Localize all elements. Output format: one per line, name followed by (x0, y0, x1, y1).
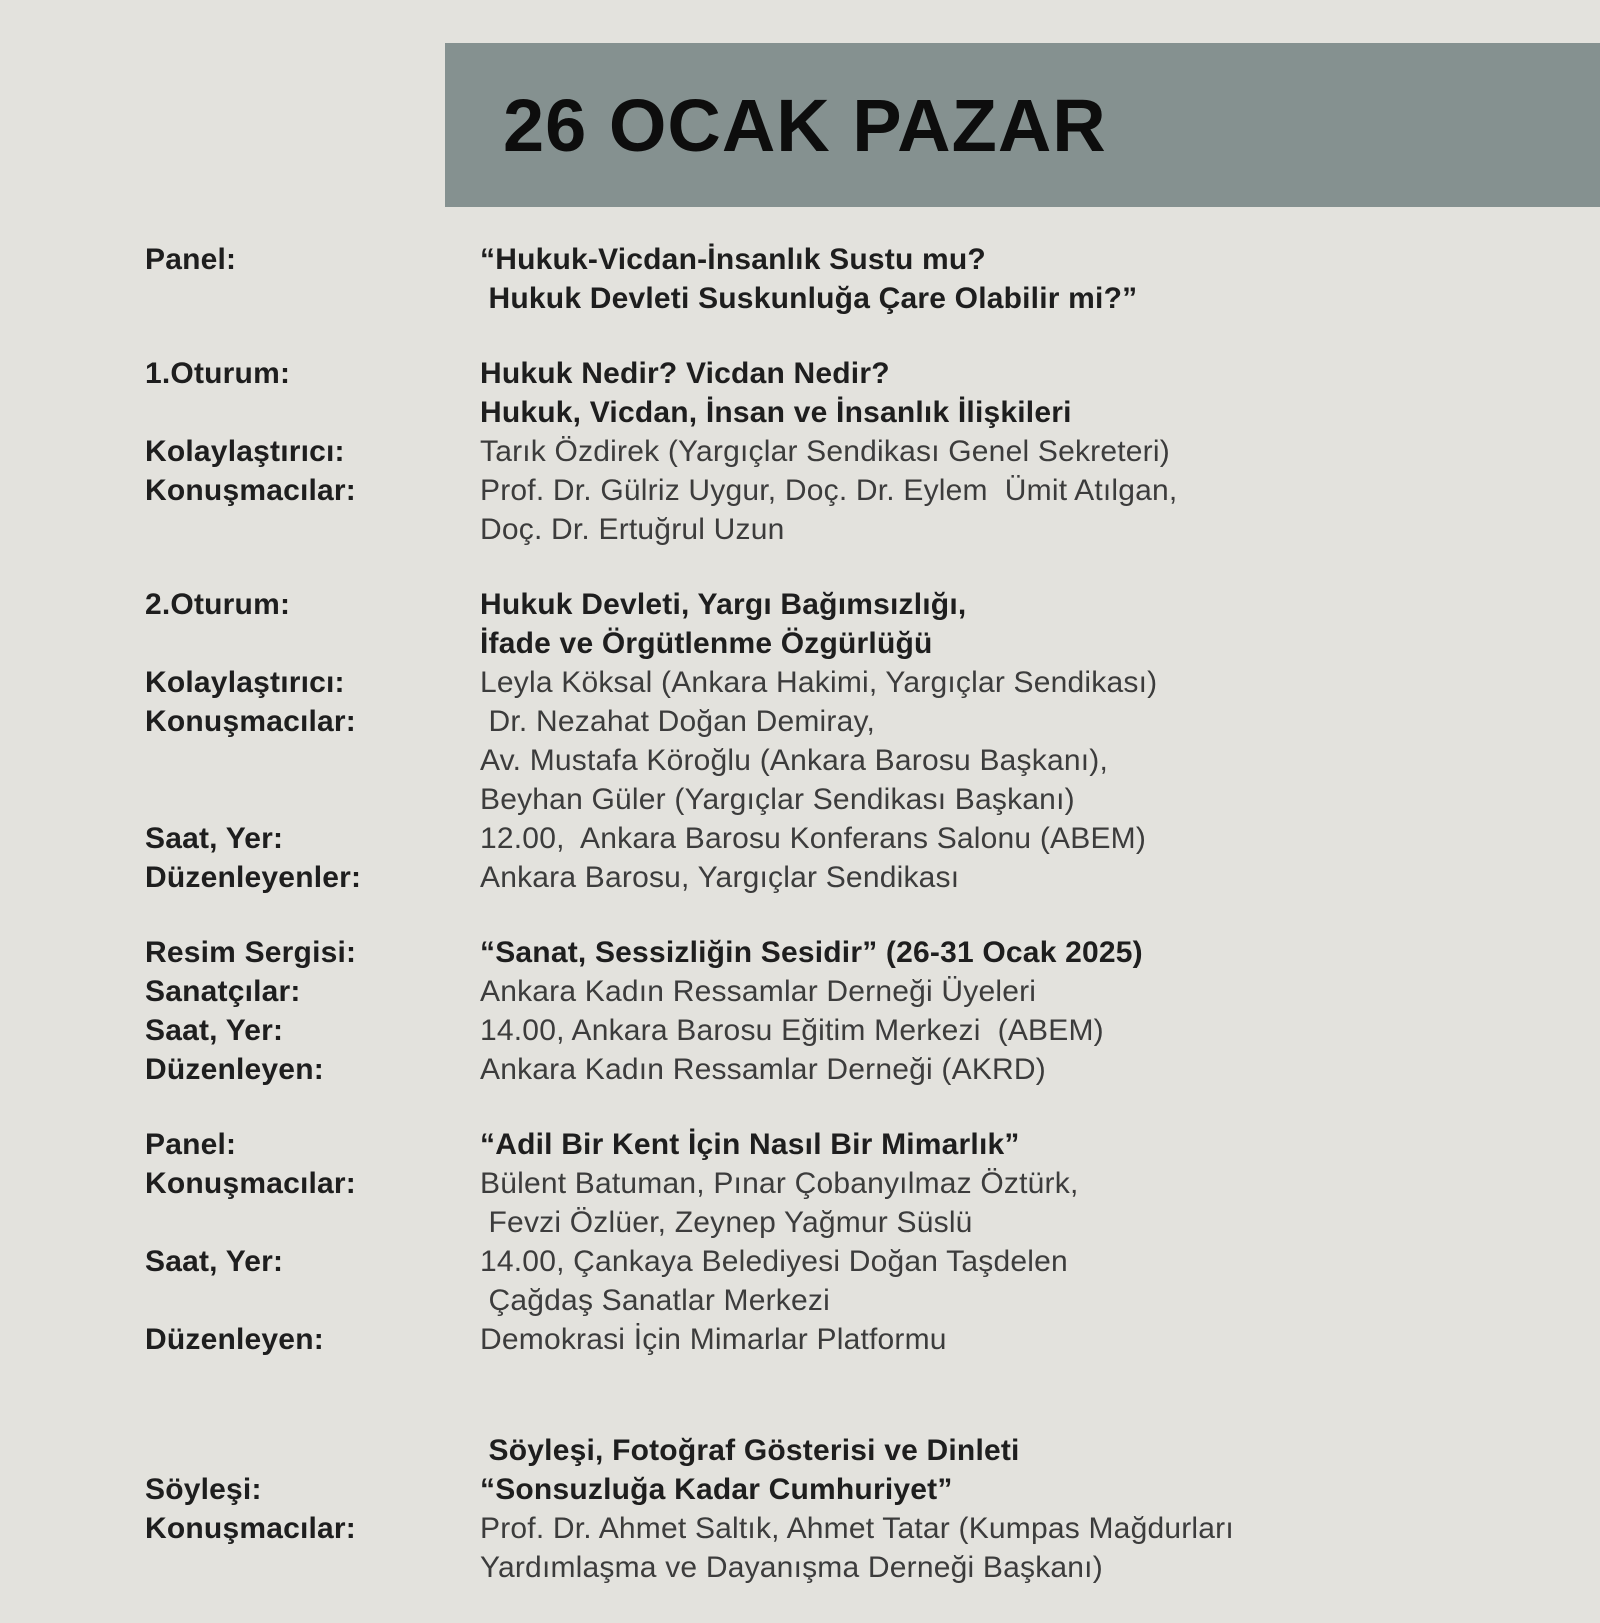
program-row (145, 858, 1565, 897)
row-value (480, 1320, 1565, 1359)
program-row (145, 354, 1565, 432)
row-label: 1.Oturum: (145, 357, 291, 390)
value-line: 12.00, Ankara Barosu Konferans Salonu (ABEM) (480, 822, 1147, 855)
value-line: Ankara Kadın Ressamlar Derneği (AKRD) (480, 1053, 1046, 1086)
value-line: Bülent Batuman, Pınar Çobanyılmaz Öztürk, (480, 1167, 1079, 1200)
row-value (480, 702, 1565, 819)
program-row (145, 1164, 1565, 1242)
row-label: Panel: (145, 243, 237, 276)
row-label: Konuşmacılar: (145, 1167, 356, 1200)
value-line: Av. Mustafa Köroğlu (Ankara Barosu Başkanı), (480, 744, 1108, 777)
program-row (145, 1320, 1565, 1359)
row-label: Söyleşi: (145, 1473, 262, 1506)
value-line: Çağdaş Sanatlar Merkezi (480, 1284, 830, 1317)
row-label: Saat, Yer: (145, 1014, 284, 1047)
row-value (480, 432, 1565, 471)
value-line: Tarık Özdirek (Yargıçlar Sendikası Genel Sekreteri) (480, 435, 1170, 468)
value-line: Ankara Kadın Ressamlar Derneği Üyeleri (480, 975, 1037, 1008)
program-row (145, 1242, 1565, 1320)
row-label: Sanatçılar: (145, 975, 301, 1008)
row-value (480, 819, 1565, 858)
row-label: Düzenleyenler: (145, 861, 362, 894)
program-section (145, 240, 1565, 318)
value-line: “Sanat, Sessizliğin Sesidir” (26-31 Ocak 2025) (480, 936, 1143, 969)
value-line: Prof. Dr. Gülriz Uygur, Doç. Dr. Eylem Ümit Atılgan, (480, 474, 1178, 507)
row-value (480, 972, 1565, 1011)
program-section (145, 1431, 1565, 1587)
program-row (145, 432, 1565, 471)
value-line: Demokrasi İçin Mimarlar Platformu (480, 1323, 947, 1356)
row-value (480, 354, 1565, 432)
program-row (145, 1050, 1565, 1089)
value-line: “Sonsuzluğa Kadar Cumhuriyet” (480, 1473, 953, 1506)
program-row (145, 585, 1565, 663)
program-row (145, 1509, 1565, 1587)
row-label: Kolaylaştırıcı: (145, 435, 345, 468)
row-label: Konuşmacılar: (145, 705, 356, 738)
value-line: 14.00, Çankaya Belediyesi Doğan Taşdelen (480, 1245, 1068, 1278)
row-value (480, 1011, 1565, 1050)
program-row (145, 1011, 1565, 1050)
program-section (145, 585, 1565, 897)
value-line: Leyla Köksal (Ankara Hakimi, Yargıçlar Sendikası) (480, 666, 1158, 699)
value-line: Hukuk Nedir? Vicdan Nedir? (480, 357, 890, 390)
row-label: Saat, Yer: (145, 822, 284, 855)
row-value (480, 240, 1565, 318)
row-label: 2.Oturum: (145, 588, 291, 621)
row-label: Kolaylaştırıcı: (145, 666, 345, 699)
value-line: Hukuk, Vicdan, İnsan ve İnsanlık İlişkileri (480, 396, 1072, 429)
value-line: “Hukuk-Vicdan-İnsanlık Sustu mu? (480, 243, 986, 276)
row-value (480, 1431, 1565, 1470)
value-line: 14.00, Ankara Barosu Eğitim Merkezi (ABEM) (480, 1014, 1104, 1047)
program-section (145, 354, 1565, 549)
program-row (145, 972, 1565, 1011)
value-line: Söyleşi, Fotoğraf Gösterisi ve Dinleti (480, 1434, 1020, 1467)
row-label: Düzenleyen: (145, 1053, 324, 1086)
value-line: Ankara Barosu, Yargıçlar Sendikası (480, 861, 960, 894)
row-label: Resim Sergisi: (145, 936, 357, 969)
row-value (480, 933, 1565, 972)
date-banner (445, 43, 1600, 207)
program-row (145, 240, 1565, 318)
value-line: Prof. Dr. Ahmet Saltık, Ahmet Tatar (Kumpas Mağdurları (480, 1512, 1234, 1545)
row-value (480, 1125, 1565, 1164)
row-value (480, 663, 1565, 702)
row-label: Saat, Yer: (145, 1245, 284, 1278)
value-line: Hukuk Devleti Suskunluğa Çare Olabilir mi?” (480, 282, 1138, 315)
row-label: Panel: (145, 1128, 237, 1161)
row-value (480, 585, 1565, 663)
date-title: 26 OCAK PAZAR (503, 83, 1107, 167)
row-value (480, 1470, 1565, 1509)
program-row (145, 471, 1565, 549)
row-value (480, 1509, 1565, 1587)
row-value (480, 1164, 1565, 1242)
value-line: İfade ve Örgütlenme Özgürlüğü (480, 627, 933, 660)
row-value (480, 858, 1565, 897)
program-row (145, 933, 1565, 972)
program-section (145, 933, 1565, 1089)
program-row (145, 1470, 1565, 1509)
value-line: Fevzi Özlüer, Zeynep Yağmur Süslü (480, 1206, 973, 1239)
row-value (480, 1242, 1565, 1320)
program-list (145, 240, 1565, 1623)
program-row (145, 1431, 1565, 1470)
row-value (480, 1050, 1565, 1089)
value-line: Hukuk Devleti, Yargı Bağımsızlığı, (480, 588, 967, 621)
program-section (145, 1125, 1565, 1359)
value-line: “Adil Bir Kent İçin Nasıl Bir Mimarlık” (480, 1128, 1020, 1161)
value-line: Beyhan Güler (Yargıçlar Sendikası Başkanı) (480, 783, 1075, 816)
program-row (145, 702, 1565, 819)
row-label: Düzenleyen: (145, 1323, 324, 1356)
program-row (145, 1125, 1565, 1164)
program-row (145, 819, 1565, 858)
value-line: Doç. Dr. Ertuğrul Uzun (480, 513, 785, 546)
row-label: Konuşmacılar: (145, 474, 356, 507)
program-row (145, 663, 1565, 702)
row-value (480, 471, 1565, 549)
value-line: Yardımlaşma ve Dayanışma Derneği Başkanı) (480, 1551, 1103, 1584)
row-label: Konuşmacılar: (145, 1512, 356, 1545)
value-line: Dr. Nezahat Doğan Demiray, (480, 705, 876, 738)
